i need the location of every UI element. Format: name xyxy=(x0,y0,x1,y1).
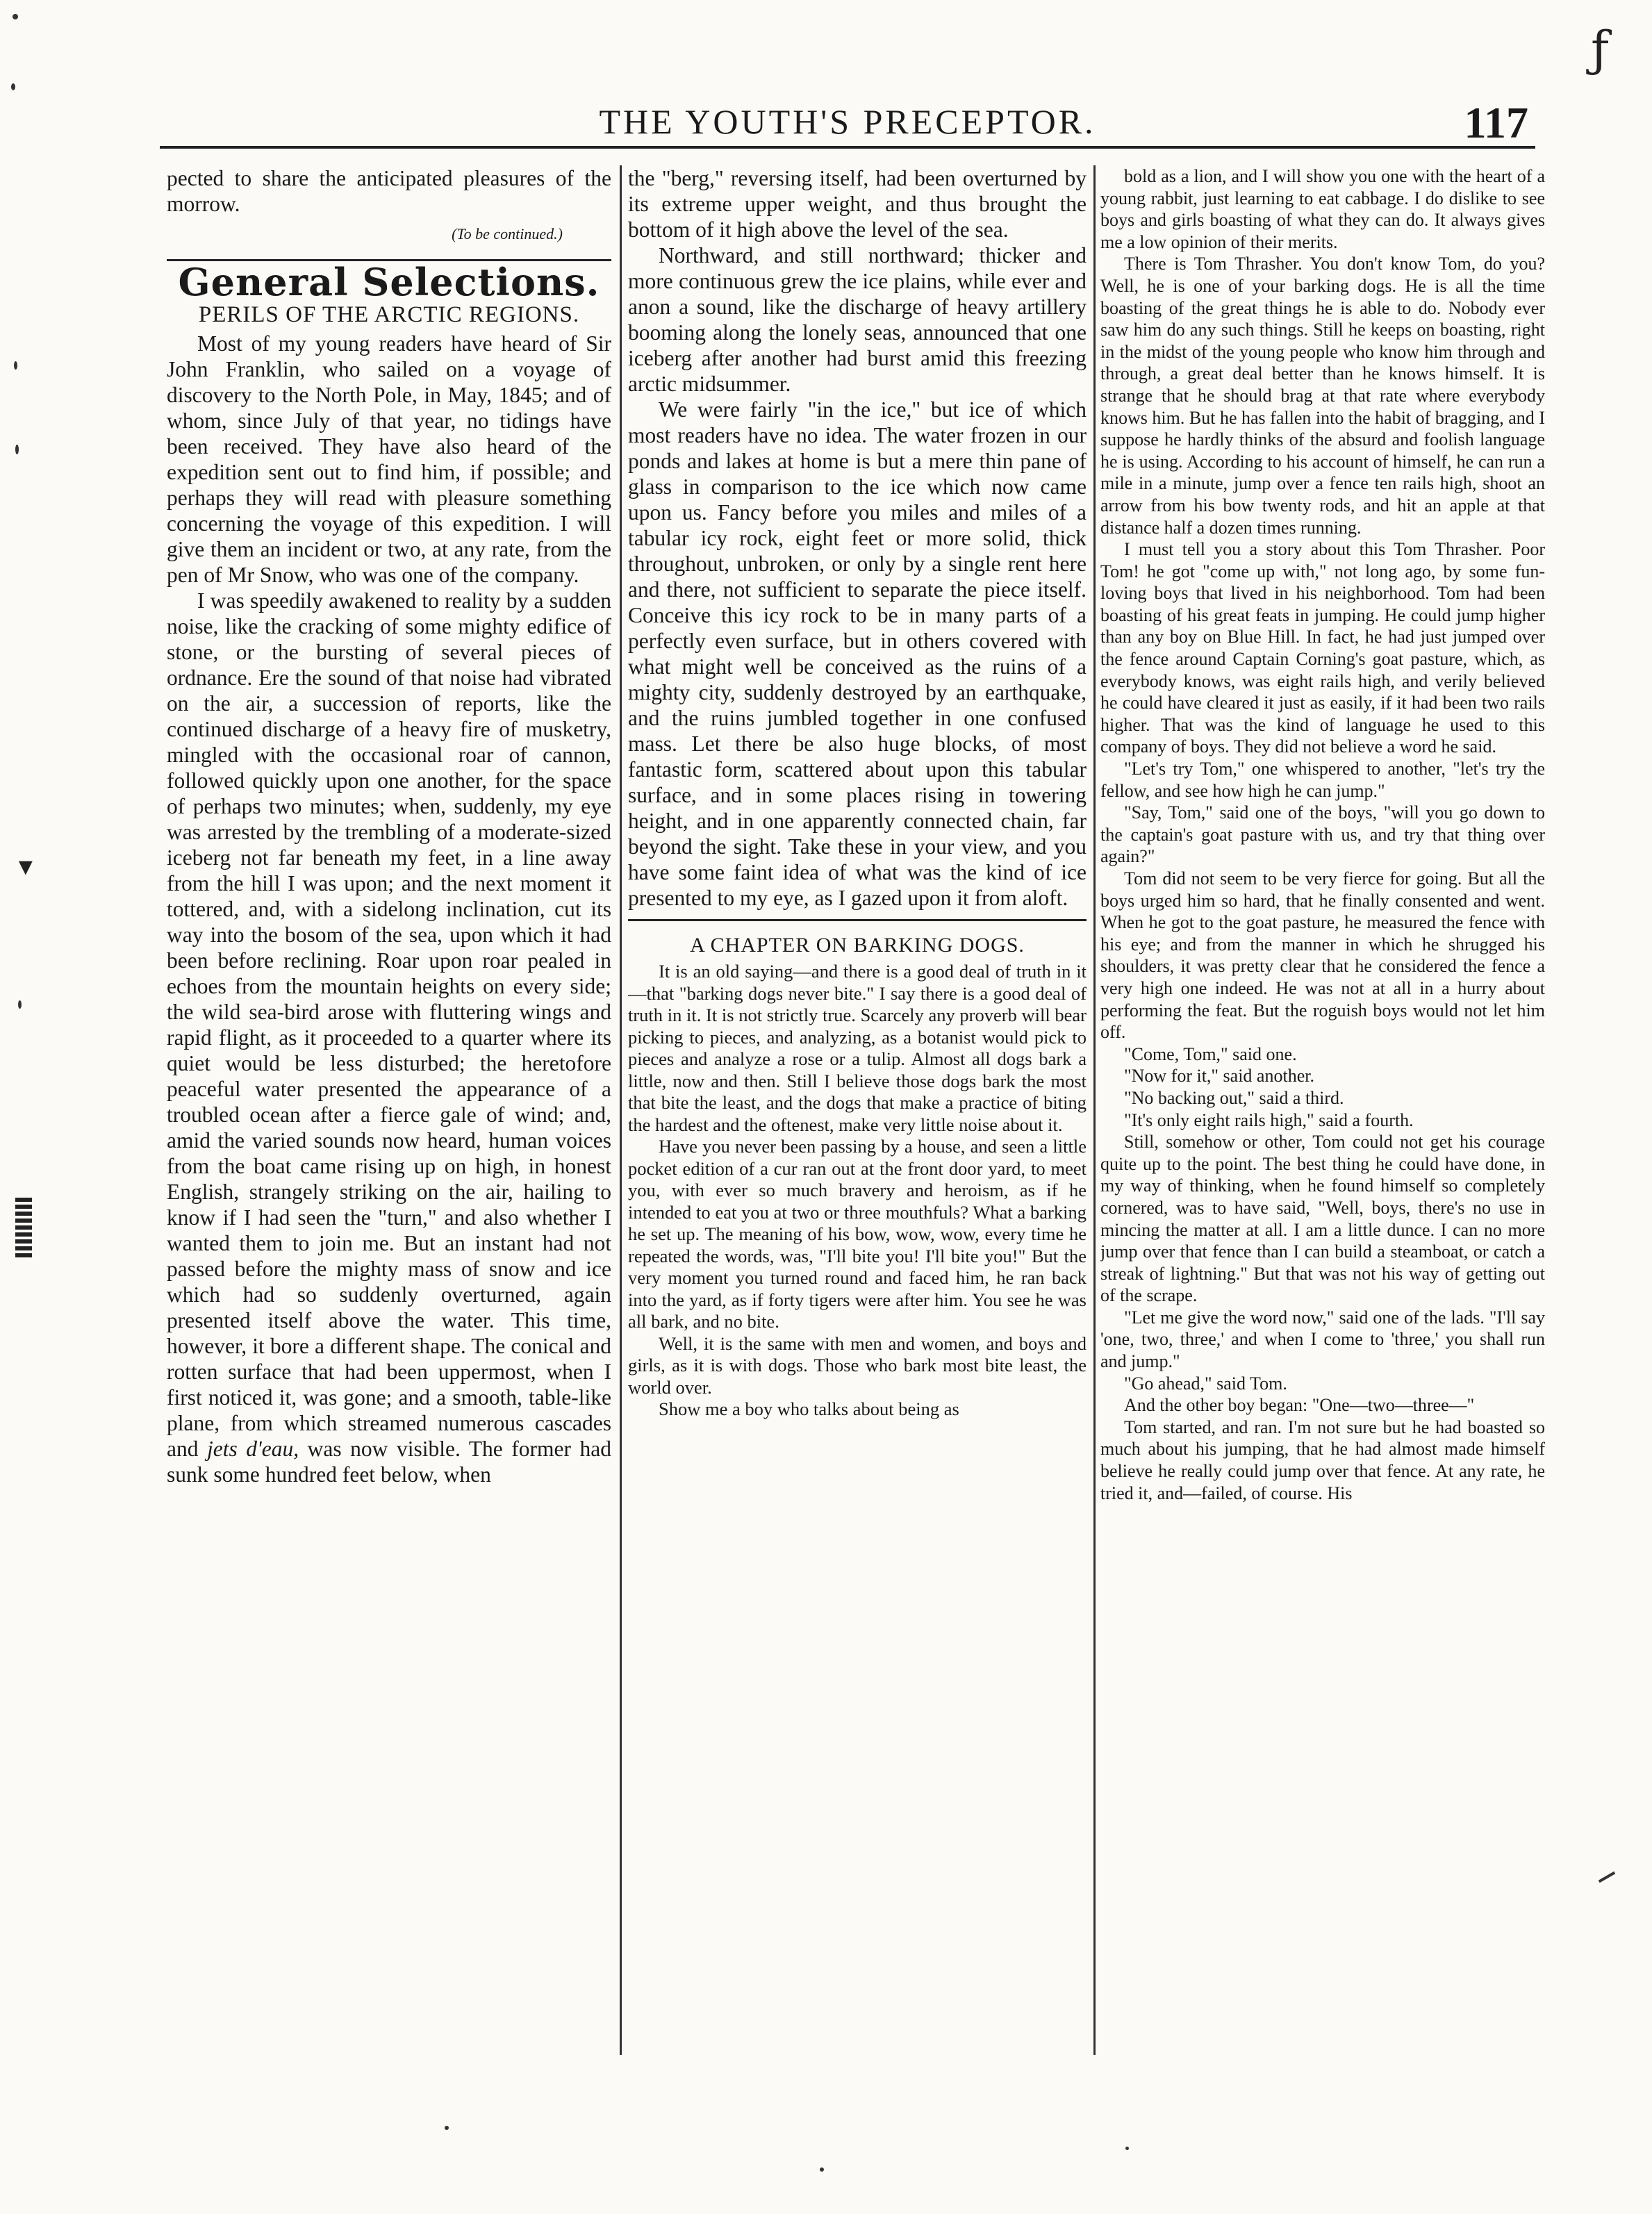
paragraph: And the other boy began: "One—two—three—" xyxy=(1124,1395,1475,1416)
scan-speck xyxy=(14,361,17,370)
paragraph: There is Tom Thrasher. You don't know Tom, do you? Well, he is one of your barking dogs. He is all the time boasting of the great things he is able to do. Nobody ever saw him do any such things. Still he keeps on boasting, right in the midst of the young people who know him through and through, a great deal better than he knows himself. It is strange that he should brag at that rate where everybody knows him. But he has fallen into the habit of bragging, and I suppose he hardly thinks of the absurd and foolish language he is using. According to his account of himself, he can run a mile in a minute, jump over a fence ten rails high, shoot an arrow from his bow twenty rods, and hit an apple at that distance half a dozen times running. xyxy=(1100,254,1545,538)
paragraph: Have you never been passing by a house, and seen a little pocket edition of a cur ran out at the front door yard, to meet you, with ever so much bravery and heroism, as if he intended to eat you at two or three mouthfuls? What a barking he set up. The meaning of his bow, wow, wow, every time he repeated the words, was, "I'll bite you! I'll bite you!" But the very moment you turned round and faced him, he ran back into the yard, as if forty tigers were after him. You see he was all bark, and no bite. xyxy=(628,1136,1087,1332)
paragraph: Well, it is the same with men and women, and boys and girls, as it is with dogs. Those who bark most bite least, the world over. xyxy=(628,1332,1087,1398)
paragraph-text: was now visible. The former had sunk some hundred feet below, when xyxy=(167,1437,611,1487)
column-left xyxy=(167,165,611,2110)
lead-in-text: pected to share the anticipated pleasures of the morrow. xyxy=(167,166,611,216)
scan-speck xyxy=(13,14,18,19)
paragraph: "Let's try Tom," one whispered to another, "let's try the fellow, and see how high he can jump." xyxy=(1100,759,1545,801)
scan-speck xyxy=(15,445,19,454)
column-right xyxy=(1100,165,1545,2110)
paragraph: "Now for it," said another. xyxy=(1124,1066,1314,1087)
margin-edge-mark xyxy=(15,1195,32,1257)
to-be-continued-note: (To be continued.) xyxy=(452,225,563,242)
scan-speck xyxy=(1125,2147,1129,2150)
paragraph: Tom did not seem to be very fierce for going. But all the boys urged him so hard, that he finally consented and went. When he got to the goat pasture, he measured the fence with his eye; and from the manner in which he shrugged his shoulders, it was pretty clear that he considered the fence a very high one indeed. He was not at all in a hurry about performing the feat. But the roguish boys would not let him off. xyxy=(1100,868,1545,1043)
paragraph: I must tell you a story about this Tom Thrasher. Poor Tom! he got "come up with," not long ago, by some fun-loving boys that lived in his neighborhood. Tom had been boasting of his great feats in jumping. He could jump higher than any boy on Blue Hill. In fact, he had just jumped over the fence around Captain Corning's goat pasture, which, as everybody knows, was eight rails high, and verily believed he could have cleared it just as easily, if it had been two rails higher. That was the kind of language he used to this company of boys. They did not believe a word he said. xyxy=(1100,539,1545,757)
paragraph xyxy=(167,588,611,1487)
page-number: 117 xyxy=(1464,98,1528,147)
column-middle xyxy=(628,165,1087,2110)
column-rule-left xyxy=(620,165,622,2055)
paragraph: We were fairly "in the ice," but ice of which most readers have no idea. The water frozen in our ponds and lakes at home is but a mere thin pane of glass in comparison to the ice which now came upon us. Fancy before you miles and miles of a tabular icy rock, eight feet or more solid, thick throughout, unbroken, or only by a single rent here and there, not sufficient to separate the piece itself. Conceive this icy rock to be in many parts of a perfectly even surface, but in others covered with what might well be conceived as the ruins of a mighty city, suddenly destroyed by an earthquake, and the ruins jumbled together in one confused mass. Let there be also huge blocks, of most fantastic form, scattered about upon this tabular surface, and in some places rising in towering height, and in one apparently connected chain, far beyond the sight. Take these in your view, and you have some faint idea of what was the kind of ice presented to my eye, as I gazed upon it from aloft. xyxy=(628,397,1087,910)
paragraph: bold as a lion, and I will show you one with the heart of a young rabbit, just learning to eat cabbage. I do dislike to see boys and girls boasting of what they can do. It always gives me a low opinion of their merits. xyxy=(1100,166,1545,252)
paragraph: It is an old saying—and there is a good deal of truth in it—that "barking dogs never bite." I say there is a good deal of truth in it. It is not strictly true. Scarcely any proverb will bear picking to pieces, and analyzing, as a botanist would pick to pieces and analyze a rose or a tulip. Almost all dogs bark a little, now and then. Still I believe those dogs bark the most that bite the least, and the dogs that make a practice of biting the hardest and the oftenest, make very little noise about it. xyxy=(628,961,1087,1135)
scan-speck xyxy=(11,83,15,90)
section-header: General Selections. xyxy=(167,259,611,295)
paragraph: Tom started, and ran. I'm not sure but he had boasted so much about his jumping, that he had almost made himself believe he really could jump over that fence. At any rate, he tried it, and—failed, of course. His xyxy=(1100,1416,1545,1503)
paragraph: "It's only eight rails high," said a fourth. xyxy=(1124,1109,1414,1130)
scan-speck xyxy=(820,2167,824,2172)
small-print-block xyxy=(628,961,1087,1421)
paragraph: Most of my young readers have heard of Sir John Franklin, who sailed on a voyage of discovery to the North Pole, in May, 1845; and of whom, since July of that year, no tidings have been received. They have also heard of the expedition sent out to find him, if possible; and perhaps they will read with pleasure something concerning the voyage of this expedition. I will give them an incident or two, at any rate, from the pen of Mr Snow, who was one of the company. xyxy=(167,331,611,587)
paragraph: Northward, and still northward; thicker and more continuous grew the ice plains, while ever and anon a sound, like the discharge of heavy artillery booming along the lonely seas, announced that one iceberg after another had burst amid this freezing arctic midsummer. xyxy=(628,243,1087,396)
article-title-arctic: PERILS OF THE ARCTIC REGIONS. xyxy=(198,302,580,327)
paragraph: "No backing out," said a third. xyxy=(1124,1087,1344,1108)
paragraph: Still, somehow or other, Tom could not get his courage quite up to the point. The best thing he could have done, in my way of thinking, when he found himself so completely cornered, was to have said, "Well, boys, there's no use in mincing the matter at all. I am a little dunce. I can no more jump over that fence than I can build a steamboat, or catch a streak of lightning." But that was not his way of getting out of the scrape. xyxy=(1100,1132,1545,1306)
column-rule-right xyxy=(1093,165,1096,2055)
scan-speck xyxy=(445,2126,449,2130)
corner-pen-mark: ƒ xyxy=(1591,21,1609,78)
italic-phrase: jets d'eau, xyxy=(207,1437,299,1461)
margin-dash-mark xyxy=(1599,1872,1616,1883)
margin-arrow-mark: ▼ xyxy=(14,854,38,880)
paragraph: "Go ahead," said Tom. xyxy=(1124,1373,1287,1394)
running-header xyxy=(160,97,1535,149)
scan-speck xyxy=(18,1000,22,1009)
running-title: THE YOUTH'S PRECEPTOR. xyxy=(599,102,1096,141)
paragraph-text: I was speedily awakened to reality by a sudden noise, like the cracking of some mighty edifice of stone, or the bursting of several pieces of ordnance. Ere the sound of that noise had vibrated on the air, a succession of reports, like the continued discharge of a heavy fire of musketry, mingled with the occasional roar of cannon, followed quickly upon one another, for the space of perhaps two minutes; when, suddenly, my eye was arrested by the trembling of a moderate-sized iceberg not far beneath my feet, in a line away from the hill I was upon; and the next moment it tottered, and, with a sidelong inclination, cut its way into the bosom of the sea, upon which it had been before reclining. Roar upon roar pealed in echoes from the mountain heights on every side; the wild sea-bird arose with fluttering wings and rapid flight, as it proceeded to a quarter where its quiet would be less disturbed; the heretofore peaceful water presented the appearance of a troubled ocean after a fierce gale of wind; and, amid the varied sounds now heard, human voices from the boat came rising up on high, in honest English, strangely striking on the air, hailing to know if I had seen the "turn," and also whether I wanted them to join me. But an instant had not passed before the mighty mass of snow and ice which had so suddenly overturned, again presented itself above the water. This time, however, it bore a different shape. The conical and rotten surface that had been uppermost, when I first noticed it, was gone; and a smooth, table-like plane, from which streamed numerous cascades and xyxy=(167,588,611,1461)
paragraph: "Come, Tom," said one. xyxy=(1124,1043,1297,1064)
paragraph: "Say, Tom," said one of the boys, "will you go down to the captain's goat pasture with us, and try that thing over again?" xyxy=(1100,802,1545,867)
article-title-barking-dogs: A CHAPTER ON BARKING DOGS. xyxy=(628,919,1087,958)
paragraph: "Let me give the word now," said one of the lads. "I'll say 'one, two, three,' and when I come to 'three,' you shall run and jump." xyxy=(1100,1307,1545,1372)
paragraph: the "berg," reversing itself, had been overturned by its extreme upper weight, and thus brought the bottom of it high above the level of the sea. xyxy=(628,166,1087,242)
paragraph: Show me a boy who talks about being as xyxy=(659,1398,959,1419)
